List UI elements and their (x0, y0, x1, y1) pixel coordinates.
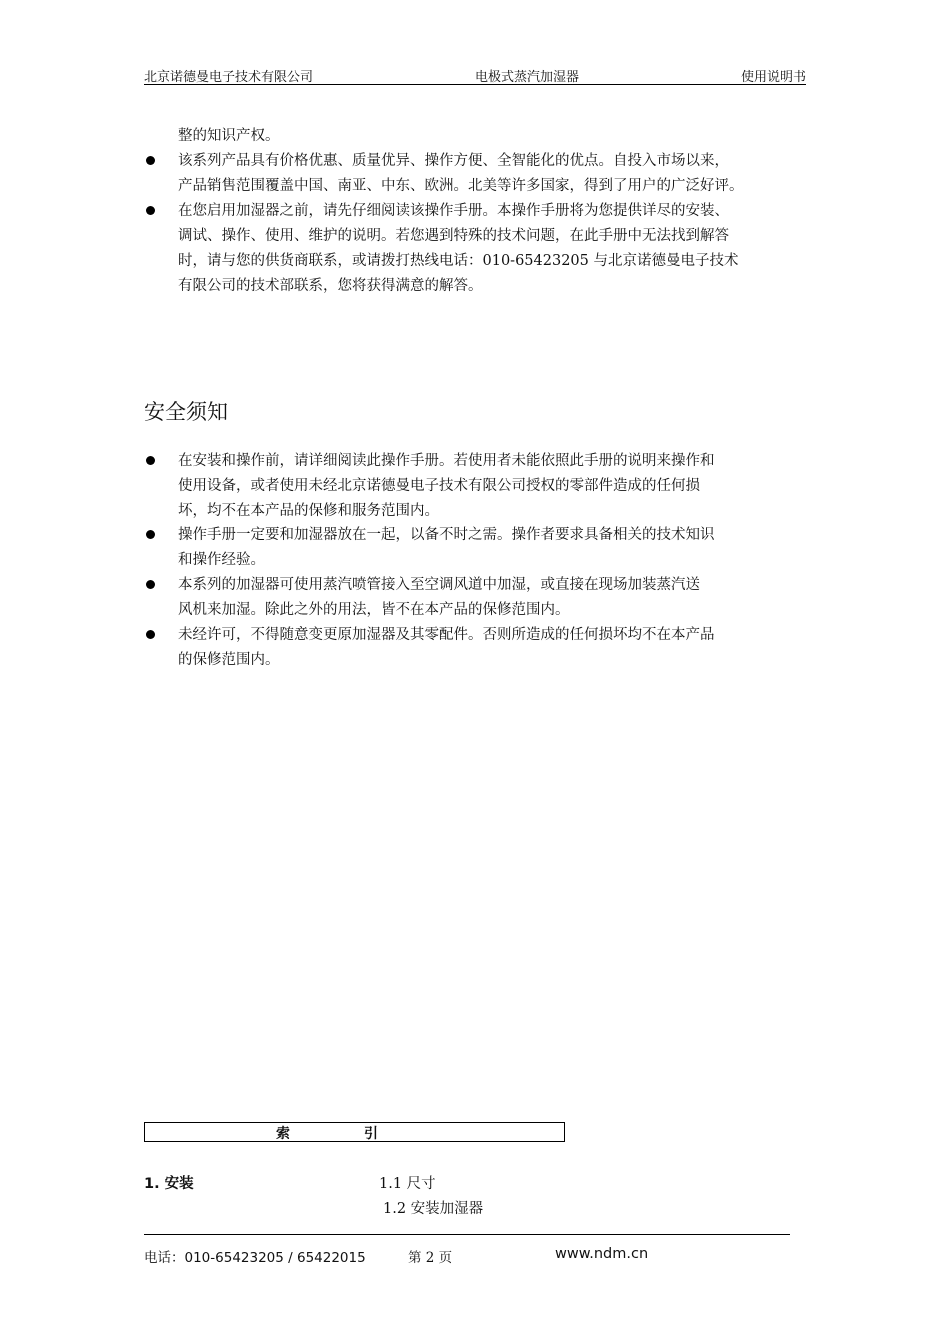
index-item: 1.2 安装加湿器 (383, 1201, 484, 1217)
bullet-icon (146, 456, 155, 465)
index-title-char-1: 索 (276, 1126, 290, 1142)
section-title-safety: 安全须知 (144, 400, 228, 424)
intro-continuation: 整的知识产权。 (178, 128, 280, 144)
safety-bullet-1: 在安装和操作前，请详细阅读此操作手册。若使用者未能依照此手册的说明来操作和 使用设备，或者使用未经北京诺德曼电子技术有限公司授权的零部件造成的任何损 坏，均不在本产品的保修和服务范围内。 (178, 453, 715, 519)
page-header (144, 64, 806, 85)
bullet-icon (146, 630, 155, 639)
footer-divider (144, 1234, 790, 1235)
index-section-install: 1. 安装 (144, 1176, 194, 1192)
bullet-icon (146, 156, 155, 165)
bullet-icon (146, 580, 155, 589)
index-item: 1.1 尺寸 (379, 1176, 436, 1192)
index-title-box (144, 1122, 565, 1142)
bullet-icon (146, 530, 155, 539)
safety-bullet-3: 本系列的加湿器可使用蒸汽喷管接入至空调风道中加湿，或直接在现场加装蒸汽送 风机来加湿。除此之外的用法，皆不在本产品的保修范围内。 (178, 577, 700, 618)
safety-bullet-4: 未经许可，不得随意变更原加湿器及其零配件。否则所造成的任何损坏均不在本产品 的保修范围内。 (178, 627, 715, 668)
header-doc-type: 使用说明书 (740, 70, 806, 85)
intro-bullet-2: 在您启用加湿器之前，请先仔细阅读该操作手册。本操作手册将为您提供详尽的安装、 调试、操作、使用、维护的说明。若您遇到特殊的技术问题，在此手册中无法找到解答 时，请与您的供货商联系，或请拨打热线电话：010-65423205 与北京诺德曼电子技术 有限公司的技术部联系，您将获得满意的解答。 (178, 203, 739, 294)
footer-website: www.ndm.cn (555, 1246, 649, 1262)
footer-page-number: 第 2 页 (408, 1250, 453, 1266)
footer-phone: 电话：010-65423205 / 65422015 (144, 1250, 366, 1266)
bullet-icon (146, 206, 155, 215)
header-product: 电极式蒸汽加湿器 (475, 70, 580, 85)
index-title-char-2: 引 (364, 1126, 378, 1142)
safety-bullet-2: 操作手册一定要和加湿器放在一起，以备不时之需。操作者要求具备相关的技术知识 和操作经验。 (178, 527, 715, 568)
intro-bullet-1: 该系列产品具有价格优惠、质量优异、操作方便、全智能化的优点。自投入市场以来， 产品销售范围覆盖中国、南亚、中东、欧洲。北美等许多国家，得到了用户的广泛好评。 (178, 153, 744, 194)
header-company: 北京诺德曼电子技术有限公司 (144, 70, 314, 85)
